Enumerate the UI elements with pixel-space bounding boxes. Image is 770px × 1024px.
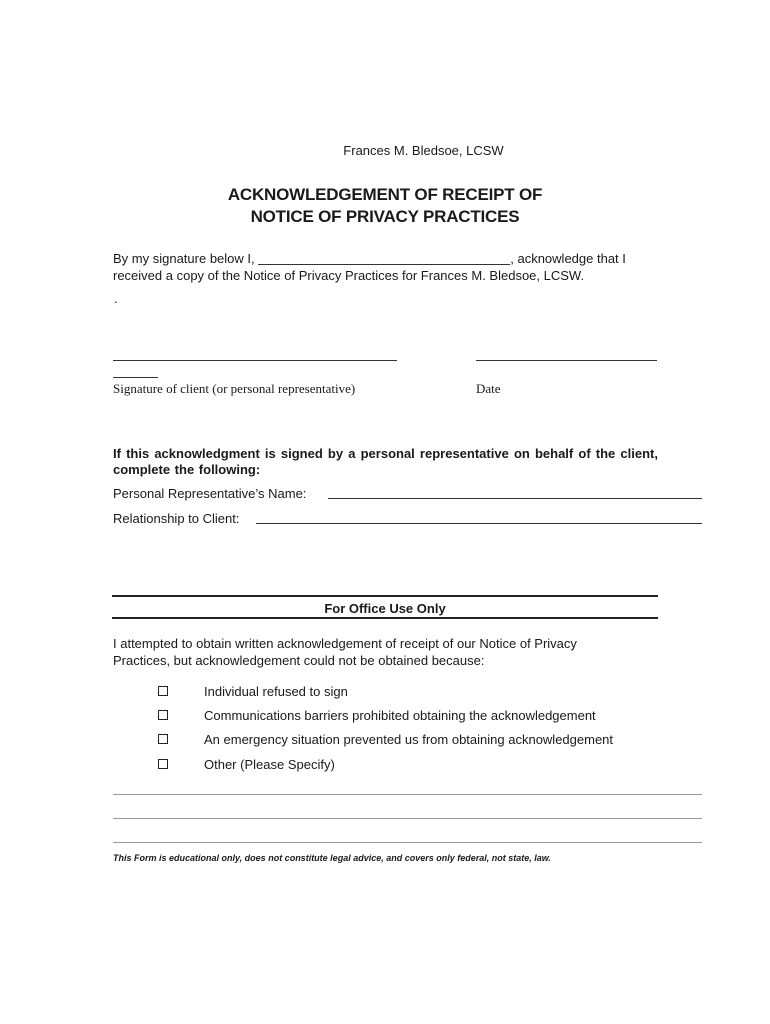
option-communication-barriers[interactable]: [158, 708, 596, 723]
signature-line-continuation: [113, 377, 158, 378]
form-title-line-1: ACKNOWLEDGEMENT OF RECEIPT OF: [227, 185, 543, 204]
trailing-dot: .: [114, 291, 118, 306]
date-label: Date: [476, 381, 501, 396]
checkbox[interactable]: [158, 710, 168, 720]
option-label: Communications barriers prohibited obtaining the acknowledgement: [204, 708, 596, 723]
form-title-line-2: NOTICE OF PRIVACY PRACTICES: [250, 207, 520, 226]
relationship-label: Relationship to Client:: [113, 511, 240, 526]
office-box-top-border: [112, 595, 658, 597]
relationship-field[interactable]: [256, 523, 702, 524]
signature-label: Signature of client (or personal representative): [113, 381, 356, 396]
specify-line-2[interactable]: [113, 818, 702, 819]
checkbox[interactable]: [158, 686, 168, 696]
option-emergency[interactable]: [158, 732, 613, 747]
option-label: Other (Please Specify): [204, 757, 335, 772]
representative-name-field[interactable]: [328, 498, 702, 499]
intro-text-after: , acknowledge that I: [510, 251, 626, 266]
client-name-blank[interactable]: [258, 252, 510, 265]
practitioner-name: Frances M. Bledsoe, LCSW: [343, 143, 504, 158]
option-label: Individual refused to sign: [204, 684, 348, 699]
office-box-title: For Office Use Only: [324, 601, 446, 616]
checkbox[interactable]: [158, 759, 168, 769]
intro-line-2: received a copy of the Notice of Privacy Practices for Frances M. Bledsoe, LCSW.: [113, 268, 585, 283]
representative-name-label: Personal Representative’s Name:: [113, 486, 307, 501]
option-label: An emergency situation prevented us from obtaining acknowledgement: [204, 732, 614, 747]
intro-paragraph: [113, 250, 653, 284]
office-text-line-1: I attempted to obtain written acknowledgement of receipt of our Notice of Privacy: [113, 636, 577, 651]
option-refused[interactable]: [158, 684, 348, 699]
option-other[interactable]: [158, 757, 335, 772]
specify-line-1[interactable]: [113, 794, 702, 795]
office-paragraph: [113, 635, 673, 669]
specify-line-3[interactable]: [113, 842, 702, 843]
signature-line[interactable]: [113, 360, 397, 361]
legal-disclaimer: This Form is educational only, does not constitute legal advice, and covers only federal, not state, law.: [113, 853, 551, 863]
checkbox[interactable]: [158, 734, 168, 744]
representative-heading: If this acknowledgment is signed by a personal representative on behalf of the client, complete the following:: [113, 446, 658, 477]
date-line[interactable]: [476, 360, 657, 361]
office-box-bottom-border: [112, 617, 658, 619]
intro-text-before: By my signature below I,: [113, 251, 255, 266]
office-text-line-2: Practices, but acknowledgement could not be obtained because:: [113, 653, 485, 668]
